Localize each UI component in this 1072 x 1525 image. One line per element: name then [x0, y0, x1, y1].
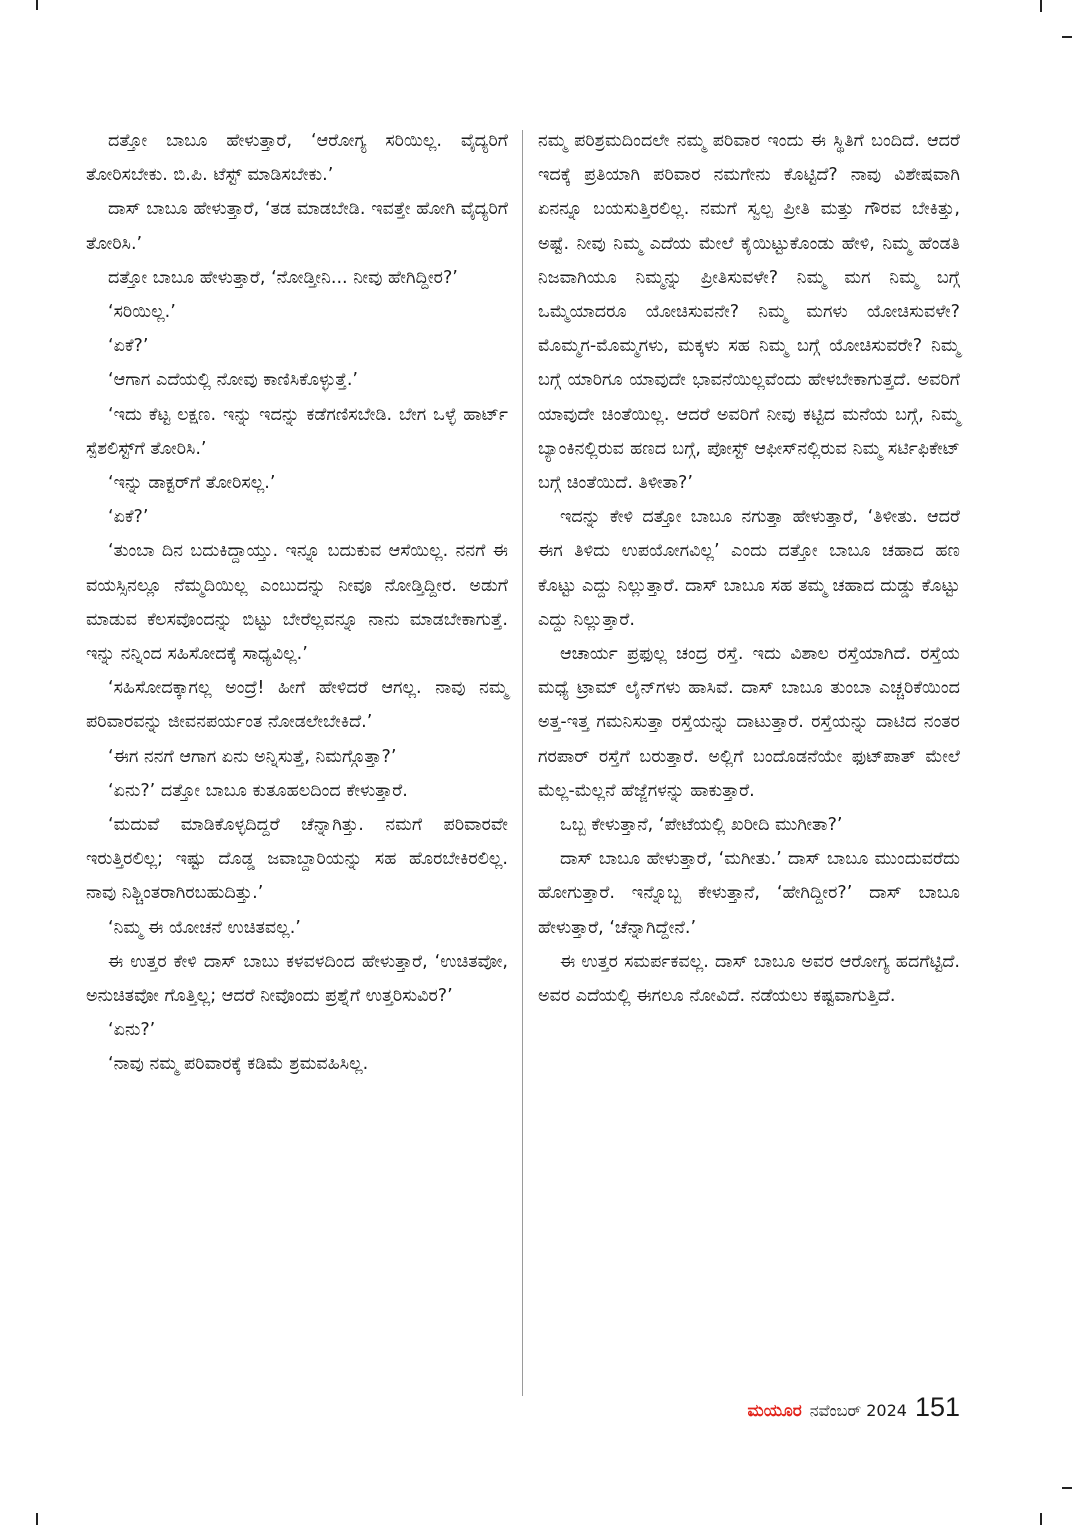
page-footer: [748, 1392, 960, 1432]
paragraph: ‘ಇದು ಕೆಟ್ಟ ಲಕ್ಷಣ. ಇನ್ನು ಇದನ್ನು ಕಡೆಗಣಿಸಬೇಡಿ. ಬೇಗ ಒಳ್ಳೆ ಹಾರ್ಟ್ ಸ್ಪೆಶಲಿಸ್ಟ್‌ಗೆ ತೋರಿಸಿ.’: [86, 404, 508, 459]
paragraph: ಇದನ್ನು ಕೇಳಿ ದತ್ತೋ ಬಾಬೂ ನಗುತ್ತಾ ಹೇಳುತ್ತಾರೆ, ‘ತಿಳೀತು. ಆದರೆ ಈಗ ತಿಳಿದು ಉಪಯೋಗವಿಲ್ಲ’ ಎಂದು ದತ್ತೋ ಬಾಬೂ ಚಹಾದ ಹಣ ಕೊಟ್ಟು ಎದ್ದು ನಿಲ್ಲುತ್ತಾರೆ. ದಾಸ್ ಬಾಬೂ ಸಹ ತಮ್ಮ ಚಹಾದ ದುಡ್ಡು ಕೊಟ್ಟು ಎದ್ದು ನಿಲ್ಲುತ್ತಾರೆ.: [538, 507, 960, 630]
paragraph: ‘ಸರಿಯಿಲ್ಲ.’: [108, 302, 176, 323]
paragraph: ‘ಸಹಿಸೋದಕ್ಕಾಗಲ್ಲ ಅಂದ್ರೆ! ಹೀಗೆ ಹೇಳಿದರೆ ಆಗಲ್ಲ. ನಾವು ನಮ್ಮ ಪರಿವಾರವನ್ನು ಜೀವನಪರ್ಯಂತ ನೋಡಲೇಬೇಕಿದೆ.’: [86, 678, 508, 733]
paragraph: ‘ನಿಮ್ಮ ಈ ಯೋಚನೆ ಉಚಿತವಲ್ಲ.’: [108, 917, 301, 938]
article-column-left: [86, 124, 508, 1082]
paragraph: ನಮ್ಮ ಪರಿಶ್ರಮದಿಂದಲೇ ನಮ್ಮ ಪರಿವಾರ ಇಂದು ಈ ಸ್ಥಿತಿಗೆ ಬಂದಿದೆ. ಆದರೆ ಇದಕ್ಕೆ ಪ್ರತಿಯಾಗಿ ಪರಿವಾರ ನಮಗೇನು ಕೊಟ್ಟಿದೆ? ನಾವು ವಿಶೇಷವಾಗಿ ಏನನ್ನೂ ಬಯಸುತ್ತಿರಲಿಲ್ಲ. ನಮಗೆ ಸ್ವಲ್ಪ ಪ್ರೀತಿ ಮತ್ತು ಗೌರವ ಬೇಕಿತ್ತು, ಅಷ್ಟೆ. ನೀವು ನಿಮ್ಮ ಎದೆಯ ಮೇಲೆ ಕೈಯಿಟ್ಟುಕೊಂಡು ಹೇಳಿ, ನಿಮ್ಮ ಹೆಂಡತಿ ನಿಜವಾಗಿಯೂ ನಿಮ್ಮನ್ನು ಪ್ರೀತಿಸುವಳೇ? ನಿಮ್ಮ ಮಗ ನಿಮ್ಮ ಬಗ್ಗೆ ಒಮ್ಮೆಯಾದರೂ ಯೋಚಿಸುವನೇ? ನಿಮ್ಮ ಮಗಳು ಯೋಚಿಸುವಳೇ? ಮೊಮ್ಮಗ-ಮೊಮ್ಮಗಳು, ಮಕ್ಕಳು ಸಹ ನಿಮ್ಮ ಬಗ್ಗೆ ಯೋಚಿಸುವರೇ? ನಿಮ್ಮ ಬಗ್ಗೆ ಯಾರಿಗೂ ಯಾವುದೇ ಭಾವನೆಯಿಲ್ಲವೆಂದು ಹೇಳಬೇಕಾಗುತ್ತದೆ. ಅವರಿಗೆ ಯಾವುದೇ ಚಿಂತೆಯಿಲ್ಲ. ಆದರೆ ಅವರಿಗೆ ನೀವು ಕಟ್ಟಿದ ಮನೆಯ ಬಗ್ಗೆ, ನಿಮ್ಮ ಬ್ಯಾಂಕಿನಲ್ಲಿರುವ ಹಣದ ಬಗ್ಗೆ, ಪೋಸ್ಟ್ ಆಫೀಸ್‌ನಲ್ಲಿರುವ ನಿಮ್ಮ ಸರ್ಟಿಫಿಕೇಟ್ ಬಗ್ಗೆ ಚಿಂತೆಯಿದೆ. ತಿಳೀತಾ?’: [538, 131, 960, 494]
crop-mark-right-lower: [1062, 1487, 1072, 1489]
magazine-logo: ಮಯೂರ: [747, 1401, 802, 1421]
paragraph: ‘ಏಕೆ?’: [108, 507, 149, 528]
paragraph: ‘ಮದುವೆ ಮಾಡಿಕೊಳ್ಳದಿದ್ದರೆ ಚೆನ್ನಾಗಿತ್ತು. ನಮಗೆ ಪರಿವಾರವೇ ಇರುತ್ತಿರಲಿಲ್ಲ; ಇಷ್ಟು ದೊಡ್ಡ ಜವಾಬ್ದಾರಿಯನ್ನು ಸಹ ಹೊರಬೇಕಿರಲಿಲ್ಲ. ನಾವು ನಿಶ್ಚಿಂತರಾಗಿರಬಹುದಿತ್ತು.’: [86, 815, 508, 904]
paragraph: ‘ಆಗಾಗ ಎದೆಯಲ್ಲಿ ನೋವು ಕಾಣಿಸಿಕೊಳ್ಳುತ್ತೆ.’: [108, 370, 359, 391]
page-number: 151: [914, 1392, 960, 1422]
paragraph: ದಾಸ್ ಬಾಬೂ ಹೇಳುತ್ತಾರೆ, ‘ತಡ ಮಾಡಬೇಡಿ. ಇವತ್ತೇ ಹೋಗಿ ವೈದ್ಯರಿಗೆ ತೋರಿಸಿ.’: [86, 199, 508, 254]
paragraph: ‘ಏಕೆ?’: [108, 336, 149, 357]
paragraph: ‘ಇನ್ನು ಡಾಕ್ಟರ್‌ಗೆ ತೋರಿಸಲ್ಲ.’: [108, 473, 276, 494]
paragraph: ಒಬ್ಬ ಕೇಳುತ್ತಾನೆ, ‘ಪೇಟೆಯಲ್ಲಿ ಖರೀದಿ ಮುಗೀತಾ?’: [560, 815, 843, 836]
issue-date: ನವೆಂಬರ್ 2024: [809, 1401, 907, 1420]
paragraph: ದತ್ತೋ ಬಾಬೂ ಹೇಳುತ್ತಾರೆ, ‘ಆರೋಗ್ಯ ಸರಿಯಿಲ್ಲ. ವೈದ್ಯರಿಗೆ ತೋರಿಸಬೇಕು. ಬಿ.ಪಿ. ಟೆಸ್ಟ್ ಮಾಡಿಸಬೇಕು.’: [86, 131, 508, 186]
crop-mark-top-right: [1040, 0, 1042, 12]
crop-mark-bottom-left: [36, 1513, 38, 1525]
paragraph: ದತ್ತೋ ಬಾಬೂ ಹೇಳುತ್ತಾರೆ, ‘ನೋಡ್ತೀನಿ... ನೀವು ಹೇಗಿದ್ದೀರ?’: [108, 267, 458, 288]
paragraph: ಈ ಉತ್ತರ ಸಮರ್ಪಕವಲ್ಲ. ದಾಸ್ ಬಾಬೂ ಅವರ ಆರೋಗ್ಯ ಹದಗೆಟ್ಟಿದೆ. ಅವರ ಎದೆಯಲ್ಲಿ ಈಗಲೂ ನೋವಿದೆ. ನಡೆಯಲು ಕಷ್ಟವಾಗುತ್ತಿದೆ.: [538, 951, 960, 1007]
paragraph: ‘ನಾವು ನಮ್ಮ ಪರಿವಾರಕ್ಕೆ ಕಡಿಮೆ ಶ್ರಮವಹಿಸಿಲ್ಲ.: [108, 1054, 369, 1075]
article-column-right: [538, 124, 960, 1013]
paragraph: ‘ಏನು?’: [108, 1020, 156, 1041]
crop-mark-top-left: [36, 0, 38, 10]
paragraph: ‘ಏನು?’ ದತ್ತೋ ಬಾಬೂ ಕುತೂಹಲದಿಂದ ಕೇಳುತ್ತಾರೆ.: [108, 780, 408, 801]
crop-mark-right-upper: [1062, 36, 1072, 38]
paragraph: ‘ತುಂಬಾ ದಿನ ಬದುಕಿದ್ದಾಯ್ತು. ಇನ್ನೂ ಬದುಕುವ ಆಸೆಯಿಲ್ಲ. ನನಗೆ ಈ ವಯಸ್ಸಿನಲ್ಲೂ ನೆಮ್ಮದಿಯಿಲ್ಲ ಎಂಬುದನ್ನು ನೀವೂ ನೋಡ್ತಿದ್ದೀರ. ಅಡುಗೆ ಮಾಡುವ ಕೆಲಸವೊಂದನ್ನು ಬಿಟ್ಟು ಬೇರೆಲ್ಲವನ್ನೂ ನಾನು ಮಾಡಬೇಕಾಗುತ್ತೆ. ಇನ್ನು ನನ್ನಿಂದ ಸಹಿಸೋದಕ್ಕೆ ಸಾಧ್ಯವಿಲ್ಲ.’: [86, 541, 508, 665]
paragraph: ಈ ಉತ್ತರ ಕೇಳಿ ದಾಸ್ ಬಾಬು ಕಳವಳದಿಂದ ಹೇಳುತ್ತಾರೆ, ‘ಉಚಿತವೋ, ಅನುಚಿತವೋ ಗೊತ್ತಿಲ್ಲ; ಆದರೆ ನೀವೊಂದು ಪ್ರಶ್ನೆಗೆ ಉತ್ತರಿಸುವಿರ?’: [86, 951, 508, 1007]
paragraph: ಆಚಾರ್ಯ ಪ್ರಫುಲ್ಲ ಚಂದ್ರ ರಸ್ತೆ. ಇದು ವಿಶಾಲ ರಸ್ತೆಯಾಗಿದೆ. ರಸ್ತೆಯ ಮಧ್ಯೆ ಟ್ರಾಮ್ ಲೈನ್‌ಗಳು ಹಾಸಿವೆ. ದಾಸ್ ಬಾಬೂ ತುಂಬಾ ಎಚ್ಚರಿಕೆಯಿಂದ ಅತ್ತ-ಇತ್ತ ಗಮನಿಸುತ್ತಾ ರಸ್ತೆಯನ್ನು ದಾಟುತ್ತಾರೆ. ರಸ್ತೆಯನ್ನು ದಾಟಿದ ನಂತರ ಗರಪಾರ್ ರಸ್ತೆಗೆ ಬರುತ್ತಾರೆ. ಅಲ್ಲಿಗೆ ಬಂದೊಡನೆಯೇ ಫುಟ್‌ಪಾತ್ ಮೇಲೆ ಮೆಲ್ಲ-ಮೆಲ್ಲನೆ ಹೆಜ್ಜೆಗಳನ್ನು ಹಾಕುತ್ತಾರೆ.: [538, 644, 960, 801]
paragraph: ದಾಸ್ ಬಾಬೂ ಹೇಳುತ್ತಾರೆ, ‘ಮಗೀತು.’ ದಾಸ್ ಬಾಬೂ ಮುಂದುವರೆದು ಹೋಗುತ್ತಾರೆ. ಇನ್ನೊಬ್ಬ ಕೇಳುತ್ತಾನೆ, ‘ಹೇಗಿದ್ದೀರ?’ ದಾಸ್ ಬಾಬೂ ಹೇಳುತ್ತಾರೆ, ‘ಚೆನ್ನಾಗಿದ್ದೇನೆ.’: [538, 849, 960, 938]
crop-mark-bottom-right: [1040, 1513, 1042, 1525]
paragraph: ‘ಈಗ ನನಗೆ ಆಗಾಗ ಏನು ಅನ್ನಿಸುತ್ತೆ, ನಿಮಗ್ಗೊತ್ತಾ?’: [108, 746, 397, 767]
column-divider: [522, 130, 523, 1396]
